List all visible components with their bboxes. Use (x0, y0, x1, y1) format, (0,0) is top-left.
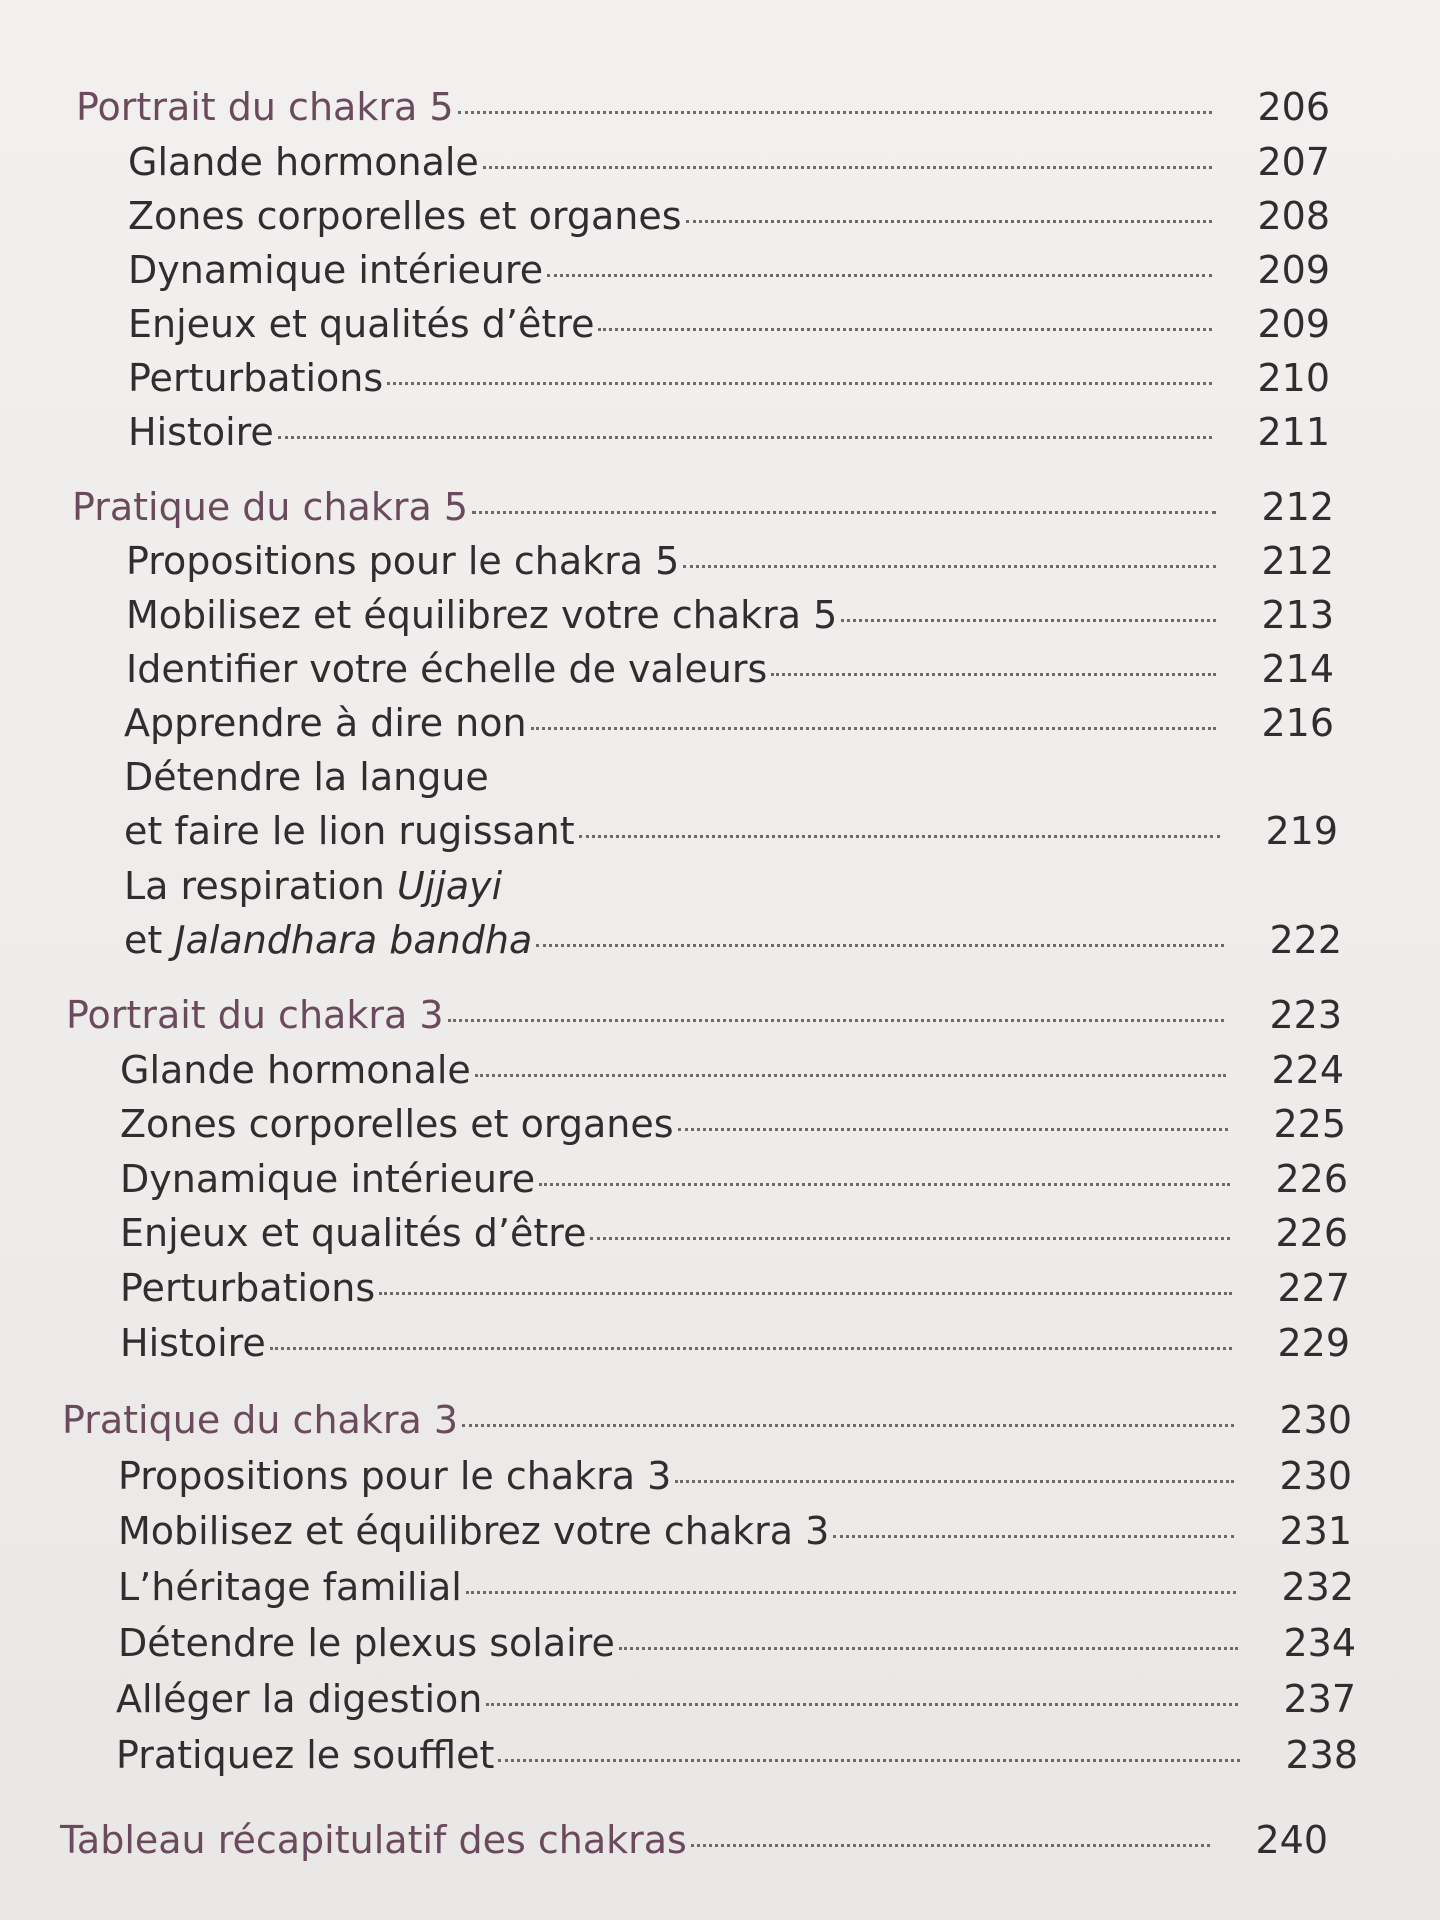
page-number: 225 (1273, 1102, 1346, 1146)
toc-entry[interactable] (120, 1263, 1350, 1313)
page-number: 222 (1269, 918, 1342, 962)
page-number: 231 (1279, 1509, 1352, 1553)
page-number: 219 (1265, 809, 1338, 853)
toc-entry[interactable] (120, 1099, 1346, 1149)
dot-leader (475, 1074, 1226, 1077)
dot-leader (466, 1591, 1236, 1594)
page-number: 224 (1271, 1048, 1344, 1092)
toc-entry[interactable] (126, 536, 1334, 586)
page-number: 212 (1261, 539, 1334, 583)
toc-entry-label: Mobilisez et équilibrez votre chakra 5 (126, 593, 838, 637)
toc-entry-label: Pratiquez le soufflet (116, 1733, 495, 1777)
toc-entry[interactable] (124, 698, 1334, 748)
dot-leader (531, 727, 1216, 730)
dot-leader (683, 565, 1216, 568)
dot-leader (598, 328, 1212, 331)
toc-entry[interactable] (118, 1618, 1356, 1668)
toc-entry[interactable] (120, 1154, 1348, 1204)
page-number: 226 (1275, 1211, 1348, 1255)
toc-entry-label: Histoire (120, 1321, 266, 1365)
toc-entry[interactable] (120, 1318, 1350, 1368)
page-number: 223 (1269, 993, 1342, 1037)
toc-entry[interactable] (128, 407, 1330, 457)
label-text: La respiration (124, 864, 397, 908)
toc-entry[interactable] (118, 1506, 1352, 1556)
toc-entry[interactable] (128, 137, 1330, 187)
toc-entry-label-line1: Détendre la langue (124, 755, 489, 799)
toc-entry[interactable] (128, 191, 1330, 241)
toc-entry-label: Alléger la digestion (116, 1677, 483, 1721)
page-number: 211 (1257, 410, 1330, 454)
toc-entry-label: Détendre le plexus solaire (118, 1621, 615, 1665)
toc-entry-label: Dynamique intérieure (128, 248, 544, 292)
page-number: 209 (1257, 248, 1330, 292)
toc-entry-label-line1 (124, 861, 502, 911)
page-number: 226 (1275, 1157, 1348, 1201)
toc-entry-label: Enjeux et qualités d’être (128, 302, 595, 346)
toc-entry-label: et faire le lion rugissant (124, 809, 575, 853)
dot-leader (579, 835, 1220, 838)
page-number: 229 (1277, 1321, 1350, 1365)
page-number: 210 (1257, 356, 1330, 400)
dot-leader (448, 1019, 1225, 1022)
page-number: 207 (1257, 140, 1330, 184)
dot-leader (539, 1183, 1230, 1186)
dot-leader (486, 1703, 1238, 1706)
toc-entry[interactable] (128, 245, 1330, 295)
toc-heading[interactable] (72, 482, 1334, 532)
toc-entry[interactable] (124, 806, 1338, 856)
dot-leader (833, 1535, 1234, 1538)
toc-heading-label: Pratique du chakra 3 (62, 1398, 458, 1442)
toc-entry[interactable] (126, 644, 1334, 694)
dot-leader (678, 1128, 1228, 1131)
page-number: 234 (1283, 1621, 1356, 1665)
page-number: 209 (1257, 302, 1330, 346)
toc-entry-label: L’héritage familial (118, 1565, 462, 1609)
toc-heading[interactable] (60, 1815, 1328, 1865)
dot-leader (498, 1759, 1240, 1762)
dot-leader (675, 1480, 1234, 1483)
label-italic: Ujjayi (396, 864, 503, 908)
dot-leader (536, 944, 1224, 947)
toc-entry[interactable] (126, 590, 1334, 640)
toc-heading-label: Tableau récapitulatif des chakras (60, 1818, 687, 1862)
page-number: 206 (1257, 85, 1330, 129)
dot-leader (771, 673, 1216, 676)
toc-entry-label: Glande hormonale (120, 1048, 471, 1092)
dot-leader (379, 1292, 1232, 1295)
toc-entry-label: Zones corporelles et organes (128, 194, 682, 238)
toc-entry-label: Enjeux et qualités d’être (120, 1211, 587, 1255)
toc-entry-label: Glande hormonale (128, 140, 479, 184)
toc-heading[interactable] (66, 990, 1342, 1040)
toc-entry[interactable] (116, 1674, 1356, 1724)
dot-leader (278, 436, 1212, 439)
toc-entry[interactable] (118, 1562, 1354, 1612)
page-number: 232 (1281, 1565, 1354, 1609)
toc-entry[interactable] (118, 1451, 1352, 1501)
page-number: 216 (1261, 701, 1334, 745)
toc-heading-label: Portrait du chakra 5 (76, 85, 454, 129)
dot-leader (619, 1647, 1238, 1650)
toc-entry-label: Apprendre à dire non (124, 701, 527, 745)
page-number: 213 (1261, 593, 1334, 637)
toc-entry[interactable] (120, 1045, 1344, 1095)
page-number: 208 (1257, 194, 1330, 238)
page-number: 214 (1261, 647, 1334, 691)
page-number: 237 (1283, 1677, 1356, 1721)
page-number: 238 (1285, 1733, 1358, 1777)
toc-entry-label: Perturbations (128, 356, 384, 400)
toc-heading[interactable] (62, 1395, 1352, 1445)
dot-leader (483, 166, 1212, 169)
dot-leader (686, 220, 1212, 223)
label-text: et (124, 918, 175, 962)
toc-entry-label: Mobilisez et équilibrez votre chakra 3 (118, 1509, 830, 1553)
page-number: 212 (1261, 485, 1334, 529)
toc-entry[interactable] (128, 353, 1330, 403)
page-number: 230 (1279, 1454, 1352, 1498)
toc-entry-label: Zones corporelles et organes (120, 1102, 674, 1146)
dot-leader (270, 1347, 1232, 1350)
toc-entry-label: Propositions pour le chakra 5 (126, 539, 680, 583)
toc-entry[interactable] (116, 1730, 1358, 1780)
toc-entry-label: Perturbations (120, 1266, 376, 1310)
toc-entry-label: Histoire (128, 410, 274, 454)
dot-leader (547, 274, 1212, 277)
dot-leader (387, 382, 1212, 385)
toc-entry-label: Dynamique intérieure (120, 1157, 536, 1201)
dot-leader (841, 619, 1216, 622)
dot-leader (472, 511, 1216, 514)
toc-entry[interactable] (120, 1208, 1348, 1258)
toc-heading-label: Pratique du chakra 5 (72, 485, 468, 529)
toc-entry[interactable] (128, 299, 1330, 349)
label-italic: Jalandhara bandha (174, 918, 533, 962)
dot-leader (590, 1237, 1230, 1240)
toc-heading[interactable] (76, 82, 1330, 132)
dot-leader (691, 1844, 1210, 1847)
toc-entry-label: Propositions pour le chakra 3 (118, 1454, 672, 1498)
page-number: 240 (1255, 1818, 1328, 1862)
toc-entry[interactable] (124, 915, 1342, 965)
dot-leader (462, 1424, 1234, 1427)
dot-leader (458, 111, 1213, 114)
toc-heading-label: Portrait du chakra 3 (66, 993, 444, 1037)
page-number: 227 (1277, 1266, 1350, 1310)
page-number: 230 (1279, 1398, 1352, 1442)
toc-entry-label: Identifier votre échelle de valeurs (126, 647, 768, 691)
toc-entry-label (124, 915, 532, 965)
